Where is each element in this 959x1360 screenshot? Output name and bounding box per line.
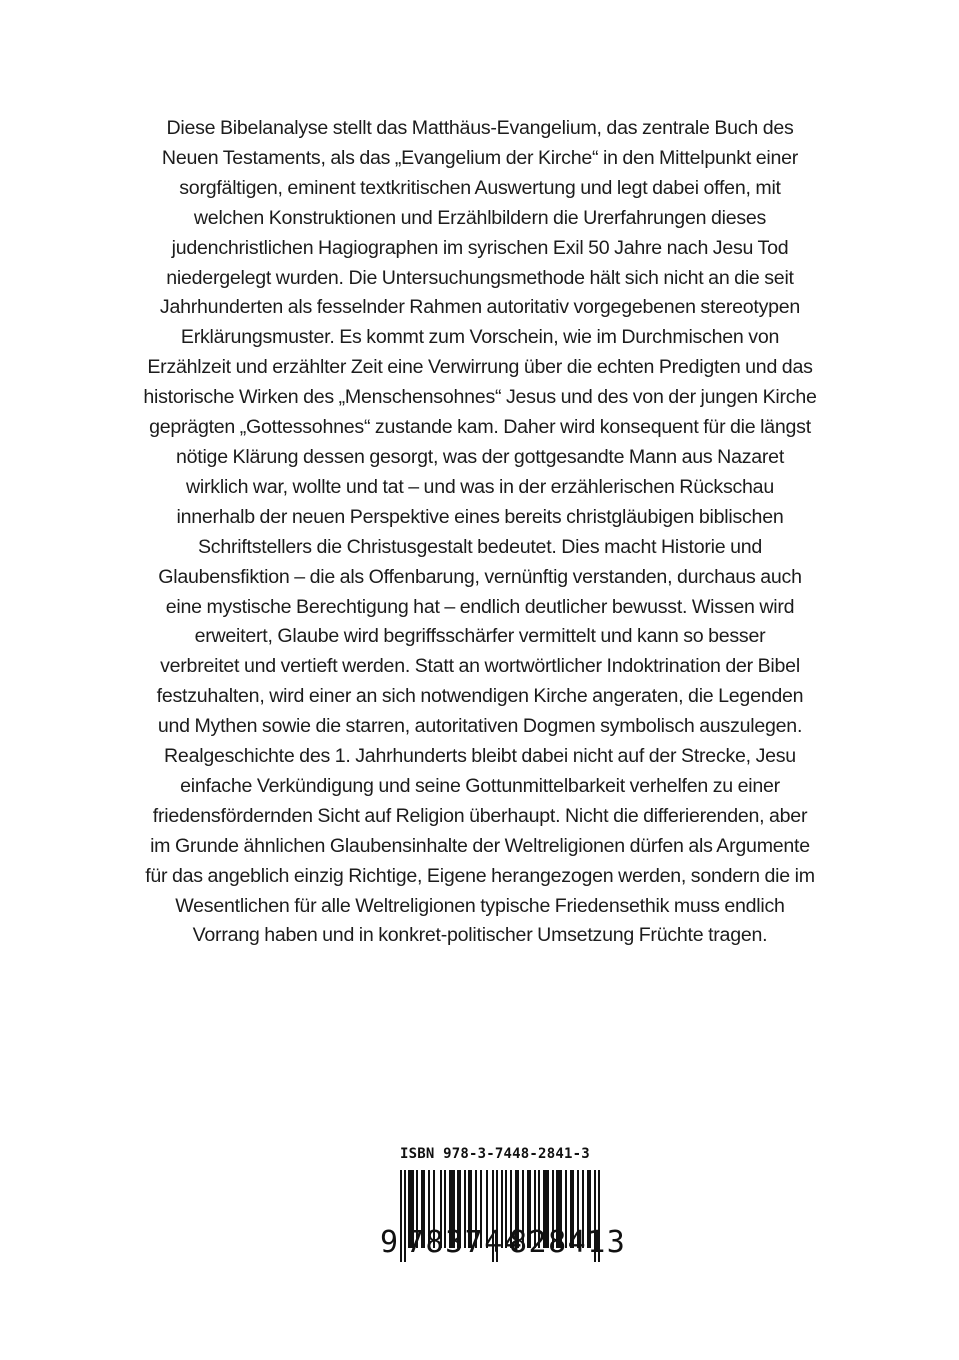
blurb-line: innerhalb der neuen Perspektive eines bereits christgläubigen biblischen (176, 505, 784, 528)
blurb-line: Glaubensfiktion – die als Offenbarung, vernünftig verstanden, durchaus auch (158, 565, 802, 588)
blurb-line: geprägten „Gottessohnes“ zustande kam. Daher wird konsequent für die längst (149, 416, 811, 439)
blurb-line: friedensfördernden Sicht auf Religion überhaupt. Nicht die differierenden, aber (152, 804, 808, 827)
barcode-left-digits: 783744 (406, 1225, 524, 1260)
blurb-line: eine mystische Berechtigung hat – endlich deutlicher bewusst. Wissen wird (165, 595, 795, 618)
barcode-right-digits: 828413 (509, 1225, 627, 1260)
blurb-line: Jahrhunderten als fesselnder Rahmen autoritativ vorgegebenen stereotypen (159, 296, 801, 319)
blurb-text (118, 114, 842, 951)
blurb-line: Schriftstellers die Christusgestalt bedeutet. Dies macht Historie und (197, 535, 763, 558)
blurb-line: wirklich war, wollte und tat – und was in der erzählerischen Rückschau (186, 475, 774, 498)
blurb-line: Vorrang haben und in konkret-politischer Umsetzung Früchte tragen. (192, 924, 768, 947)
blurb-line: Erklärungsmuster. Es kommt zum Vorschein, wie im Durchmischen von (180, 326, 780, 349)
blurb-line: im Grunde ähnlichen Glaubensinhalte der Weltreligionen dürfen als Argumente (150, 834, 810, 857)
barcode-lead-digit: 9 (380, 1225, 399, 1260)
blurb-line: für das angeblich einzig Richtige, Eigene herangezogen werden, sondern die im (145, 864, 815, 887)
blurb-line: und Mythen sowie die starren, autoritativen Dogmen symbolisch auszulegen. (157, 715, 803, 738)
blurb-line: judenchristlichen Hagiographen im syrischen Exil 50 Jahre nach Jesu Tod (171, 236, 789, 259)
blurb-line: nötige Klärung dessen gesorgt, was der gottgesandte Mann aus Nazaret (175, 445, 785, 468)
isbn-label: ISBN 978-3-7448-2841-3 (400, 1146, 590, 1162)
blurb-line: Realgeschichte des 1. Jahrhunderts bleibt dabei nicht auf der Strecke, Jesu (164, 745, 796, 768)
blurb-line: Neuen Testaments, als das „Evangelium der Kirche“ in den Mittelpunkt einer (161, 146, 799, 169)
blurb-line: welchen Konstruktionen und Erzählbildern die Urerfahrungen dieses (193, 206, 767, 229)
blurb-line: erweitert, Glaube wird begriffsschärfer vermittelt und kann so besser (194, 625, 766, 648)
blurb-line: festzuhalten, wird einer an sich notwendigen Kirche angeraten, die Legenden (156, 685, 804, 708)
blurb-line: Erzählzeit und erzählter Zeit eine Verwirrung über die echten Predigten und das (147, 356, 813, 379)
blurb-line: Wesentlichen für alle Weltreligionen typische Friedensethik muss endlich (175, 894, 785, 917)
blurb-line: einfache Verkündigung und seine Gottunmittelbarkeit verhelfen zu einer (180, 774, 780, 797)
blurb-line: historische Wirken des „Menschensohnes“ Jesus und des von der jungen Kirche (143, 386, 817, 409)
blurb-line: verbreitet und vertieft werden. Statt an wortwörtlicher Indoktrination der Bibel (160, 655, 800, 678)
blurb-line: niedergelegt wurden. Die Untersuchungsmethode hält sich nicht an die seit (166, 266, 794, 289)
blurb-line: Diese Bibelanalyse stellt das Matthäus-Evangelium, das zentrale Buch des (166, 117, 794, 139)
blurb-line: sorgfältigen, eminent textkritischen Auswertung und legt dabei offen, mit (179, 176, 781, 199)
